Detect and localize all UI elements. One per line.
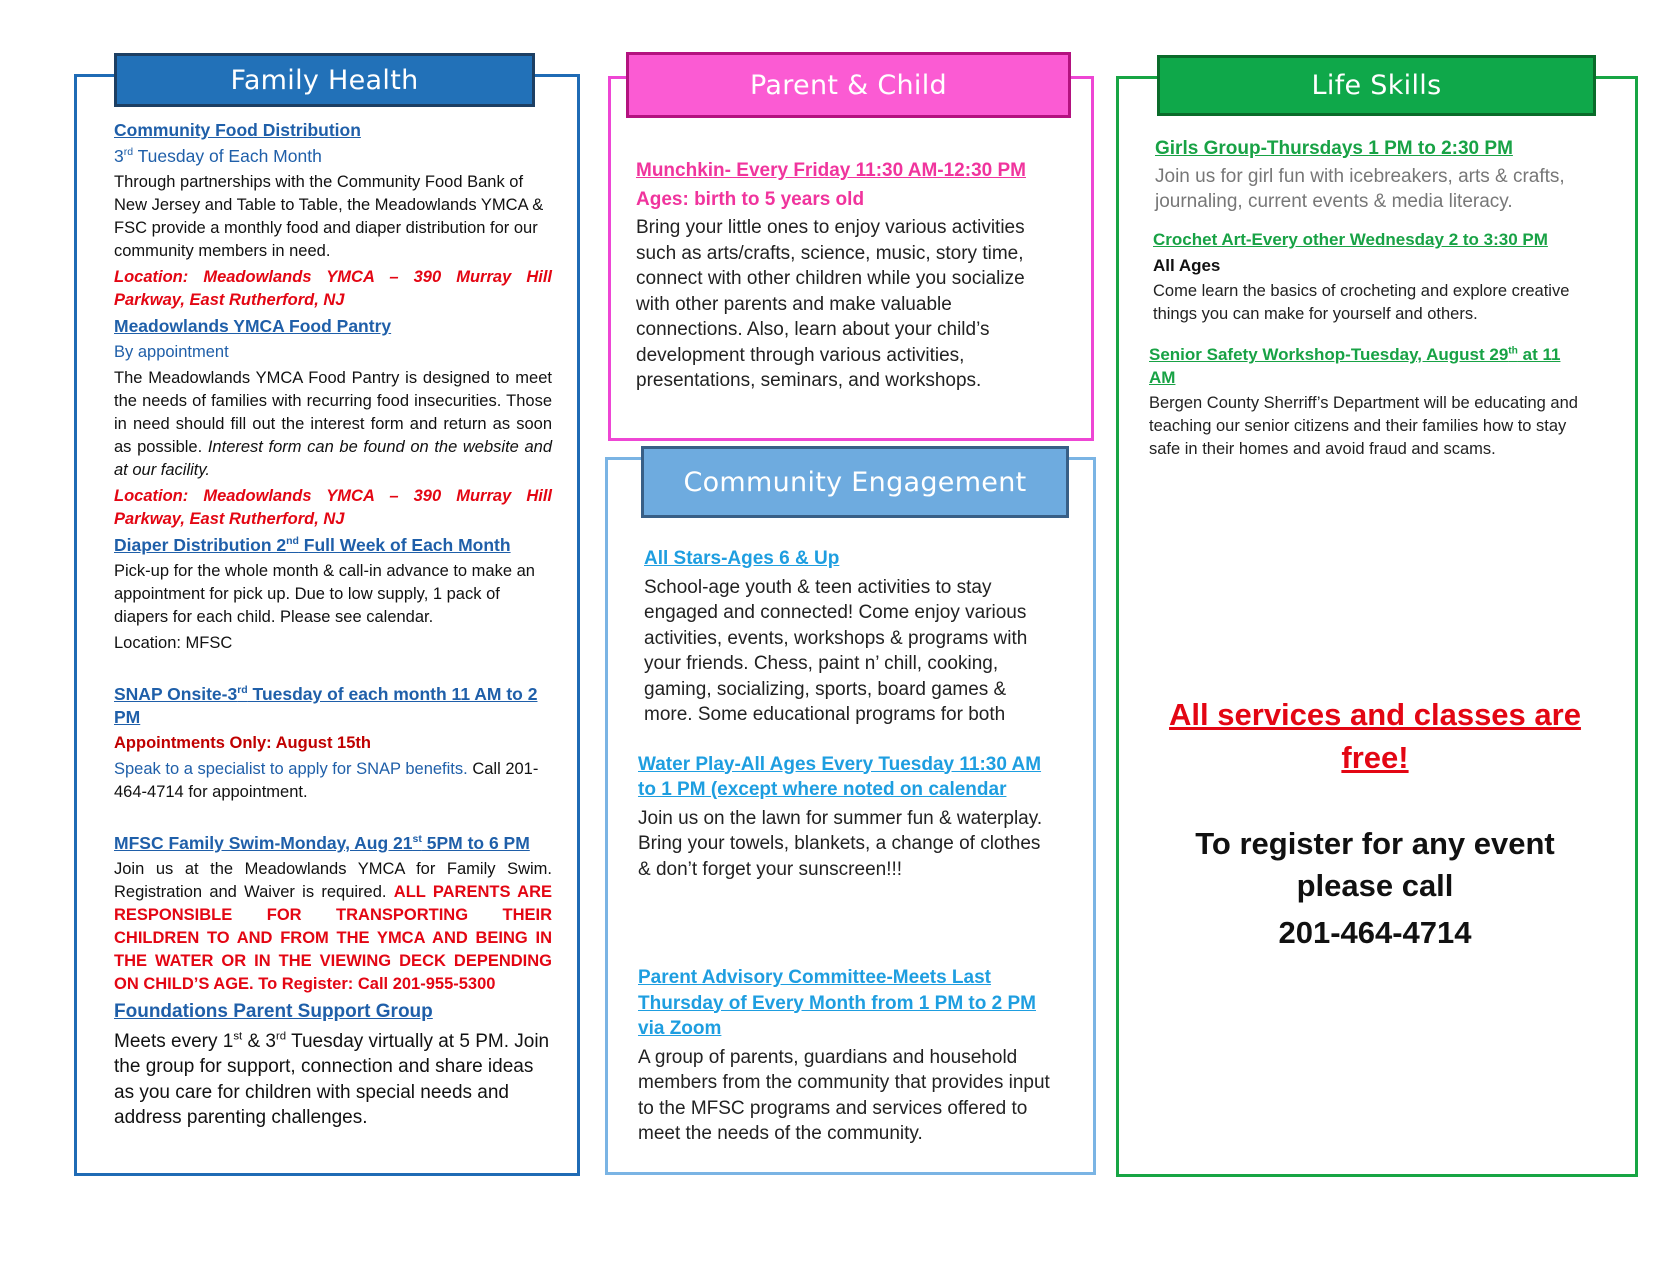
register-callout	[1150, 823, 1600, 954]
food-distribution-heading[interactable]: Community Food Distribution	[114, 120, 361, 140]
swim-heading-sup: st	[412, 833, 422, 846]
swim-heading-b: 5PM to 6 PM	[421, 833, 530, 853]
community-engagement-content	[638, 546, 1058, 1147]
crochet-heading[interactable]: Crochet Art-Every other Wednesday 2 to 3:30 PM	[1153, 230, 1548, 249]
food-pantry-sub: By appointment	[114, 343, 229, 361]
munchkin-body: Bring your little ones to enjoy various activities such as arts/crafts, science, music, story time, connect with other children while you socialize with other parents and make valuable connections. Also, learn about your child’s development through various activities, presentations, seminars, and workshops.	[636, 217, 1025, 391]
crochet-body: Come learn the basics of crocheting and explore creative things you can make for yourself and others.	[1153, 282, 1570, 323]
diaper-distribution-body: Pick-up for the whole month & call-in advance to make an appointment for pick up. Due to low supply, 1 pack of diapers for each child. Please see calendar.	[114, 562, 535, 626]
food-pantry-heading[interactable]: Meadowlands YMCA Food Pantry	[114, 316, 392, 336]
life-skills-content	[1149, 136, 1578, 461]
snap-body-blue: Speak to a specialist to apply for SNAP benefits.	[114, 760, 468, 778]
family-swim-body	[114, 858, 552, 996]
diaper-heading-a: Diaper Distribution 2	[114, 535, 287, 555]
foundations-sup1: st	[233, 1030, 243, 1043]
food-distribution-location: Location: Meadowlands YMCA – 390 Murray Hill Parkway, East Rutherford, NJ	[114, 268, 552, 309]
food-distribution-body: Through partnerships with the Community Food Bank of New Jersey and Table to Table, the Meadowlands YMCA & FSC provide a monthly food and diaper distribution for our community members in need.	[114, 173, 544, 260]
all-stars-heading[interactable]: All Stars-Ages 6 & Up	[644, 548, 840, 569]
parent-child-title	[626, 52, 1071, 118]
senior-heading-a: Senior Safety Workshop-Tuesday, August 29	[1149, 345, 1509, 364]
free-services-banner: All services and classes are free!	[1169, 697, 1581, 775]
parent-advisory-body: A group of parents, guardians and household members from the community that provides input to the MFSC programs and services offered to meet the needs of the community.	[638, 1046, 1050, 1144]
community-engagement-title-text: Community Engagement	[683, 466, 1027, 498]
munchkin-heading[interactable]: Munchkin- Every Friday 11:30 AM-12:30 PM	[636, 160, 1026, 181]
swim-body-text: Join us at the Meadowlands YMCA for Family Swim. Registration and Waiver is required.	[114, 860, 552, 901]
diaper-heading-b: Full Week of Each Month	[298, 535, 511, 555]
family-health-content	[114, 119, 552, 1131]
girls-group-heading[interactable]: Girls Group-Thursdays 1 PM to 2:30 PM	[1155, 138, 1513, 159]
life-skills-title-text: Life Skills	[1311, 70, 1442, 101]
food-pantry-body-text: The Meadowlands YMCA Food Pantry is designed to meet the needs of families with recurring food insecurities. Those in need should fill out the interest form and return as soon as possible.	[114, 369, 552, 456]
foundations-sup2: rd	[276, 1030, 287, 1043]
schedule-number: 3	[114, 146, 124, 166]
snap-heading-a: SNAP Onsite-3	[114, 684, 238, 704]
foundations-body-c: Tuesday virtually at 5 PM. Join the group for support, connection and share ideas as you care for children with special needs and address parenting challenges.	[114, 1030, 550, 1128]
foundations-body-b: & 3	[242, 1030, 277, 1052]
snap-heading-sup: rd	[237, 684, 248, 697]
girls-group-body: Join us for girl fun with icebreakers, arts & crafts, journaling, current events & media literacy.	[1155, 166, 1565, 212]
schedule-text: Tuesday of Each Month	[133, 146, 322, 166]
parent-advisory-heading[interactable]: Parent Advisory Committee-Meets Last Thursday of Every Month from 1 PM to 2 PM via Zoom	[638, 967, 1036, 1039]
food-pantry-body-italic: Interest form can be found on the website and at our facility.	[114, 438, 553, 479]
senior-heading-sup: th	[1508, 345, 1518, 357]
register-phone[interactable]: 201-464-4714	[1278, 915, 1472, 950]
parent-child-title-text: Parent & Child	[750, 69, 947, 101]
community-engagement-title	[641, 446, 1069, 518]
swim-body-red: ALL PARENTS ARE RESPONSIBLE FOR TRANSPORTING THEIR CHILDREN TO AND FROM THE YMCA AND BEING IN THE WATER OR IN THE VIEWING DECK DEPENDING ON CHILD’S AGE. To Register: Call 201-955-5300	[114, 883, 552, 993]
life-skills-title	[1157, 55, 1596, 116]
schedule-suffix: rd	[123, 146, 134, 159]
snap-heading-b: Tuesday of each month 11 AM to 2 PM	[114, 684, 538, 727]
diaper-heading-sup: nd	[286, 535, 299, 548]
water-play-body: Join us on the lawn for summer fun & waterplay. Bring your towels, blankets, a change of clothes & don’t forget your sunscreen!!!	[638, 807, 1043, 880]
parent-child-content	[636, 158, 1056, 394]
food-pantry-location: Location: Meadowlands YMCA – 390 Murray Hill Parkway, East Rutherford, NJ	[114, 487, 552, 528]
senior-safety-heading[interactable]	[1149, 343, 1578, 389]
diaper-distribution-location: Location: MFSC	[114, 634, 233, 652]
family-health-title	[114, 53, 535, 107]
senior-safety-body: Bergen County Sherriff’s Department will be educating and teaching our senior citizens and their families how to stay safe in their homes and avoid fraud and scams.	[1149, 394, 1578, 458]
snap-body-rest: Call 201-464-4714 for appointment.	[114, 760, 539, 801]
water-play-heading[interactable]: Water Play-All Ages Every Tuesday 11:30 AM to 1 PM (except where noted on calendar	[638, 753, 1042, 800]
senior-heading-b: at 11 AM	[1149, 345, 1561, 387]
crochet-sub: All Ages	[1153, 256, 1221, 275]
foundations-heading[interactable]: Foundations Parent Support Group	[114, 1001, 433, 1022]
snap-appointments: Appointments Only: August 15th	[114, 734, 371, 752]
family-health-title-text: Family Health	[230, 64, 419, 96]
food-pantry-body	[114, 367, 552, 482]
foundations-body	[114, 1029, 552, 1131]
munchkin-ages: Ages: birth to 5 years old	[636, 188, 865, 210]
all-stars-body: School-age youth & teen activities to stay engaged and connected! Come enjoy various activities, events, workshops & programs with your friends. Chess, paint n’ chill, cooking, gaming, socializing, sports, board games & more. Some educational programs for both	[644, 576, 1028, 725]
snap-heading[interactable]	[114, 683, 552, 729]
foundations-body-a: Meets every 1	[114, 1030, 234, 1052]
snap-body	[114, 758, 552, 804]
diaper-distribution-heading[interactable]	[114, 534, 552, 557]
register-text: To register for any event please call	[1195, 826, 1555, 903]
family-swim-heading[interactable]	[114, 832, 552, 855]
food-distribution-schedule	[114, 145, 552, 168]
swim-heading-a: MFSC Family Swim-Monday, Aug 21	[114, 833, 413, 853]
